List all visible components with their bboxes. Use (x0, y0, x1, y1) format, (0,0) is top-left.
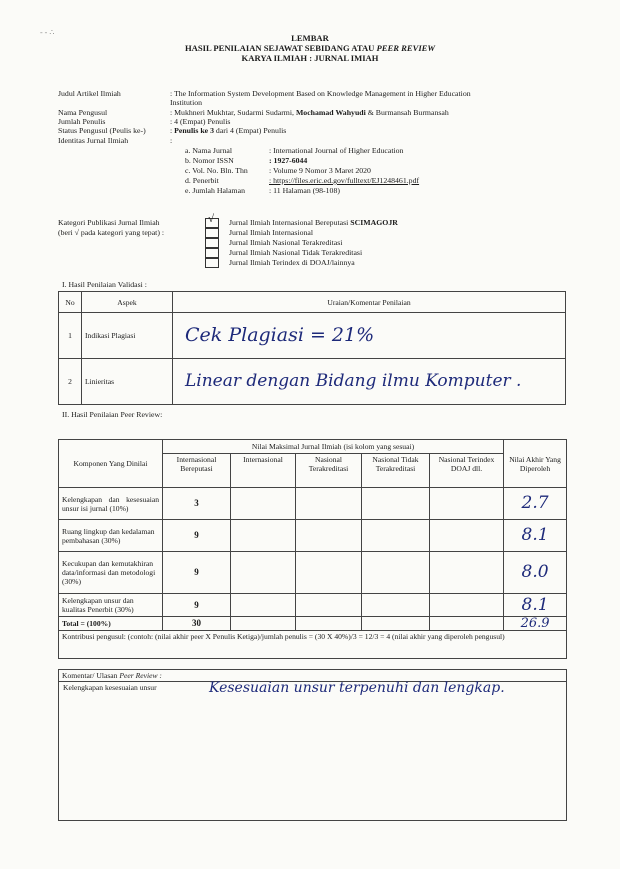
header-line-2: HASIL PENILAIAN SEJAWAT SEBIDANG ATAU PEER REVIEW (184, 43, 436, 53)
validasi-title: I. Hasil Penilaian Validasi : (62, 280, 147, 289)
kategori-option-label: Jurnal Ilmiah Terindex di DOAJ/lainnya (229, 258, 355, 267)
komentar-box (58, 669, 567, 821)
row-no: 2 (59, 359, 82, 405)
validasi-row (59, 359, 566, 405)
komponen-cell: Ruang lingkup dan kedalaman pembahasan (30%) (59, 520, 163, 552)
kategori-option (205, 238, 342, 248)
akhir-cell-handwritten: 8.0 (504, 552, 567, 594)
kategori-label: Kategori Publikasi Jurnal Ilmiah (58, 218, 160, 227)
identitas-row (58, 136, 172, 145)
komentar-title-italic: Peer Review : (119, 671, 162, 680)
peer-title: II. Hasil Penilaian Peer Review: (62, 410, 163, 419)
judul-row (58, 89, 471, 98)
peer-review-table (58, 439, 567, 659)
kategori-option-label: Jurnal Ilmiah Internasional (229, 228, 314, 237)
komentar-item-handwritten: Kesesuaian unsur terpenuhi dan lengkap. (209, 680, 505, 696)
row-komentar-handwritten: Linear dengan Bidang ilmu Komputer . (173, 359, 566, 405)
col-aspek-header: Aspek (82, 292, 173, 313)
komentar-title: Komentar/ Ulasan Peer Review : (59, 670, 566, 682)
row-aspek: Linieritas (82, 359, 173, 405)
komentar-item-label: Kelengkapan kesesuaian unsur (63, 683, 157, 692)
nilai-max-header: Nilai Maksimal Jurnal Ilmiah (isi kolom yang sesuai) (163, 440, 504, 454)
subitem-key: d. Penerbit (185, 176, 219, 185)
jumlah-row (58, 117, 230, 126)
judul-value: : The Information System Development Based on Knowledge Management in Higher Education (170, 89, 471, 98)
akhir-cell-handwritten: 8.1 (504, 594, 567, 617)
max-cell: 9 (163, 594, 231, 617)
total-max: 30 (163, 617, 231, 631)
row-komentar-handwritten: Cek Plagiasi = 21% (173, 313, 566, 359)
kategori-option (205, 213, 398, 228)
kategori-option (205, 228, 313, 238)
judul-label: Judul Artikel Ilmiah (58, 89, 121, 98)
kategori-option-label: Jurnal Ilmiah Internasional Bereputasi (229, 218, 351, 227)
max-cell: 9 (163, 552, 231, 594)
validasi-table (58, 291, 566, 405)
header-line-3: KARYA ILMIAH : JURNAL IMIAH (241, 53, 379, 63)
row-no: 1 (59, 313, 82, 359)
checkbox-checked[interactable] (205, 213, 219, 228)
identitas-subitem (185, 186, 340, 195)
kategori-option-label: Jurnal Ilmiah Nasional Tidak Terakreditasi (229, 248, 363, 257)
kategori-option-bold: SCIMAGOJR (350, 218, 398, 227)
akhir-cell-handwritten: 2.7 (504, 488, 567, 520)
checkbox[interactable] (205, 228, 219, 238)
komponen-cell: Kelengkapan unsur dan kualitas Penerbit (30%) (59, 594, 163, 617)
total-akhir-handwritten: 26.9 (504, 617, 567, 631)
status-value: : Penulis ke 3 dari 4 (Empat) Penulis (170, 126, 287, 135)
max-cell: 9 (163, 520, 231, 552)
nilai-akhir-header: Nilai Akhir Yang Diperoleh (504, 440, 567, 488)
identitas-subitem (185, 156, 307, 165)
checkbox[interactable] (205, 238, 219, 248)
jumlah-value: : 4 (Empat) Penulis (170, 117, 231, 126)
subitem-value: : 11 Halaman (98-108) (269, 186, 340, 195)
kategori-option (205, 258, 355, 268)
kontribusi-note: Kontribusi pengusul: (contoh: (nilai akhir peer X Penulis Ketiga)/jumlah penulis = (30 X 40%)/3 = 12/3 = 4 (nilai akhir yang diperoleh pengusul) (59, 631, 567, 659)
jumlah-label: Jumlah Penulis (58, 117, 106, 126)
subitem-value: : International Journal of Higher Education (269, 146, 404, 155)
komponen-header: Komponen Yang Dinilai (59, 440, 163, 488)
col-nasional-terakreditasi: Nasional Terakreditasi (296, 454, 362, 488)
subitem-key: c. Vol. No. Bln. Thn (185, 166, 248, 175)
header-peer-review-italic: PEER REVIEW (376, 43, 436, 53)
total-label: Total = (100%) (59, 617, 163, 631)
judul-value-cont: Institution (170, 98, 203, 107)
col-no-header: No (59, 292, 82, 313)
col-nasional-terindex: Nasional Terindex DOAJ dll. (430, 454, 504, 488)
subitem-key: a. Nama Jurnal (185, 146, 232, 155)
akhir-cell-handwritten: 8.1 (504, 520, 567, 552)
pengusul-value: : Mukhneri Mukhtar, Sudarmi Sudarmi, Mochamad Wahyudi & Burmansah Burmansah (170, 108, 449, 117)
komponen-cell: Kelengkapan dan kesesuaian unsur isi jurnal (10%) (59, 488, 163, 520)
pengusul-row (58, 108, 449, 117)
pengusul-highlight: Mochamad Wahyudi (295, 108, 366, 117)
pengusul-label: Nama Pengusul (58, 108, 108, 117)
komponen-cell: Kecukupan dan kemutakhiran data/informasi dan metodologi (30%) (59, 552, 163, 594)
subitem-key: e. Jumlah Halaman (185, 186, 245, 195)
subitem-value[interactable]: : https://files.eric.ed.gov/fulltext/EJ1248461.pdf (269, 176, 420, 185)
identitas-label: Identitas Jurnal Ilmiah (58, 136, 129, 145)
subitem-value: : Volume 9 Nomor 3 Maret 2020 (269, 166, 371, 175)
peer-row (59, 594, 567, 617)
subitem-value: : 1927-6044 (269, 156, 308, 165)
checkbox[interactable] (205, 258, 219, 268)
col-internasional: Internasional (231, 454, 296, 488)
kategori-option (205, 248, 362, 258)
identitas-subitem (185, 176, 419, 185)
document-header (0, 33, 620, 63)
identitas-subitem (185, 166, 371, 175)
status-highlight: Penulis ke 3 (174, 126, 214, 135)
peer-total-row (59, 617, 567, 631)
kategori-option-label: Jurnal Ilmiah Nasional Terakreditasi (229, 238, 343, 247)
col-uraian-header: Uraian/Komentar Penilaian (173, 292, 566, 313)
col-nasional-tidak-terakreditasi: Nasional Tidak Terakreditasi (362, 454, 430, 488)
peer-row (59, 552, 567, 594)
peer-row (59, 488, 567, 520)
identitas-subitem (185, 146, 403, 155)
row-aspek: Indikasi Plagiasi (82, 313, 173, 359)
validasi-row (59, 313, 566, 359)
subitem-key: b. Nomor ISSN (185, 156, 234, 165)
col-internasional-bereputasi: Internasional Bereputasi (163, 454, 231, 488)
check-mark-icon: √ (208, 213, 215, 226)
kategori-hint: (beri √ pada kategori yang tepat) : (58, 228, 165, 237)
max-cell: 3 (163, 488, 231, 520)
status-row (58, 126, 286, 135)
checkbox[interactable] (205, 248, 219, 258)
status-label: Status Pengusul (Peulis ke-) (58, 126, 146, 135)
corner-mark: - - ∴ (40, 28, 55, 37)
peer-row (59, 520, 567, 552)
identitas-colon: : (170, 136, 173, 145)
header-line-1: LEMBAR (291, 33, 329, 43)
